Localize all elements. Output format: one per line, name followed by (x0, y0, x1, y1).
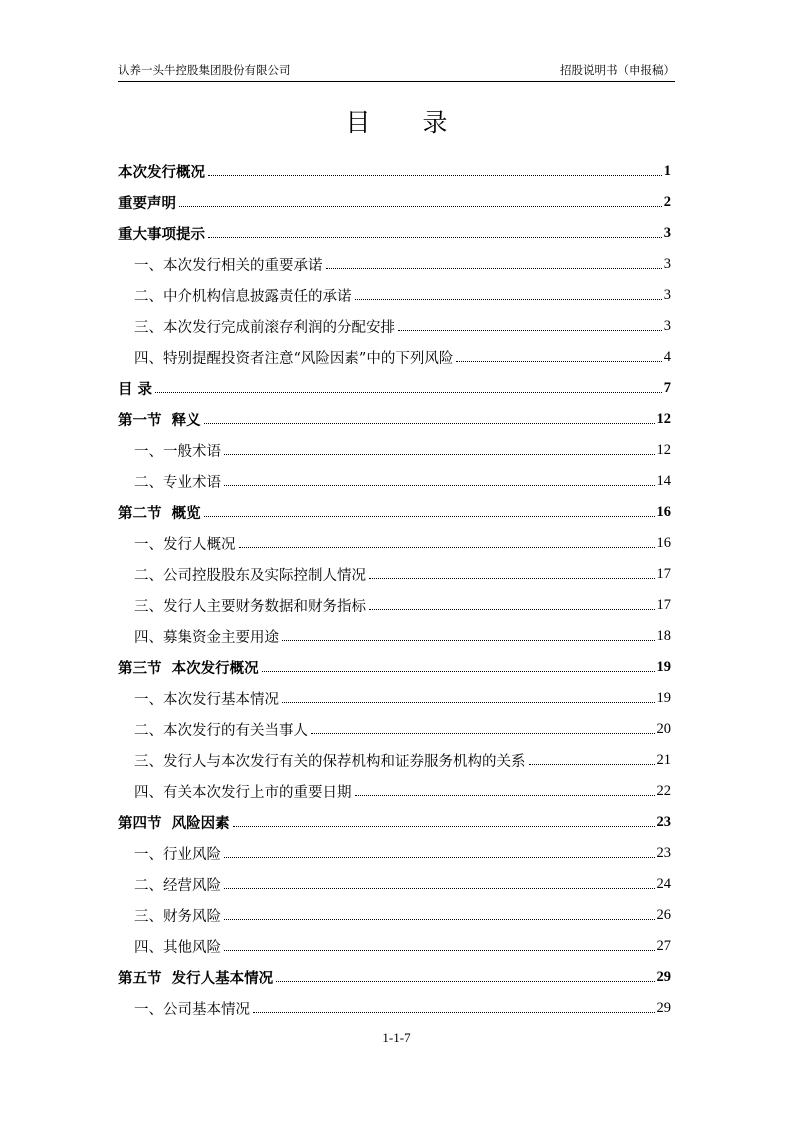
toc-entry-title: 一、一般术语 (134, 444, 221, 460)
toc-entry-page: 24 (656, 876, 671, 892)
toc-chapter-entry[interactable] (118, 652, 671, 683)
toc-dot-leader (208, 237, 662, 238)
toc-section-entry[interactable] (118, 311, 671, 342)
toc-dot-leader (326, 268, 662, 269)
toc-entry-page: 18 (656, 628, 671, 644)
toc-section-entry[interactable] (118, 528, 671, 559)
toc-dot-leader (233, 826, 655, 827)
toc-entry-title: 四、特别提醒投资者注意“风险因素”中的下列风险 (134, 351, 454, 367)
toc-entry-title: 第三节 本次发行概况 (118, 660, 259, 677)
toc-entry-page: 1 (663, 163, 671, 179)
toc-entry-page: 29 (656, 1000, 671, 1016)
toc-entry-page: 27 (656, 938, 671, 954)
toc-entry-page: 17 (656, 566, 671, 582)
header-document-type: 招股说明书（申报稿） (560, 63, 675, 77)
toc-chapter-entry[interactable] (118, 373, 671, 404)
toc-section-entry[interactable] (118, 776, 671, 807)
page-header (118, 62, 675, 82)
toc-dot-leader (239, 547, 655, 548)
toc-dot-leader (262, 671, 655, 672)
toc-section-entry[interactable] (118, 342, 671, 373)
toc-entry-title: 第四节 风险因素 (118, 815, 230, 832)
toc-entry-title: 一、本次发行基本情况 (134, 692, 279, 708)
toc-entry-page: 4 (663, 349, 671, 365)
toc-entry-title: 三、本次发行完成前滚存利润的分配安排 (134, 320, 395, 336)
toc-section-entry[interactable] (118, 621, 671, 652)
toc-section-entry[interactable] (118, 869, 671, 900)
toc-entry-page: 12 (656, 442, 671, 458)
toc-entry-page: 16 (656, 535, 671, 551)
toc-entry-title: 四、其他风险 (134, 940, 221, 956)
toc-entry-page: 3 (663, 287, 671, 303)
toc-section-entry[interactable] (118, 745, 671, 776)
table-of-contents (118, 156, 671, 1024)
toc-entry-page: 22 (656, 783, 671, 799)
toc-dot-leader (456, 361, 661, 362)
toc-dot-leader (179, 206, 662, 207)
toc-section-entry[interactable] (118, 466, 671, 497)
toc-dot-leader (253, 1012, 655, 1013)
toc-dot-leader (369, 578, 655, 579)
toc-entry-title: 二、经营风险 (134, 878, 221, 894)
toc-entry-page: 14 (656, 473, 671, 489)
toc-entry-title: 四、有关本次发行上市的重要日期 (134, 785, 352, 801)
toc-dot-leader (224, 857, 655, 858)
toc-dot-leader (208, 175, 662, 176)
toc-entry-page: 7 (663, 380, 671, 396)
toc-entry-title: 重大事项提示 (118, 226, 205, 243)
toc-entry-title: 一、发行人概况 (134, 537, 236, 553)
toc-entry-page: 12 (656, 411, 671, 427)
page-title: 目 录 (345, 108, 470, 137)
page-number: 1-1-7 (382, 1030, 411, 1045)
toc-dot-leader (224, 485, 655, 486)
toc-entry-page: 19 (656, 659, 671, 675)
toc-entry-title: 本次发行概况 (118, 164, 205, 181)
toc-entry-title: 二、公司控股股东及实际控制人情况 (134, 568, 366, 584)
toc-entry-page: 20 (656, 721, 671, 737)
toc-section-entry[interactable] (118, 280, 671, 311)
toc-chapter-entry[interactable] (118, 497, 671, 528)
toc-entry-title: 四、募集资金主要用途 (134, 630, 279, 646)
toc-section-entry[interactable] (118, 559, 671, 590)
toc-entry-page: 3 (663, 318, 671, 334)
toc-dot-leader (224, 950, 655, 951)
toc-entry-page: 19 (656, 690, 671, 706)
toc-section-entry[interactable] (118, 931, 671, 962)
toc-dot-leader (355, 299, 662, 300)
toc-entry-title: 第二节 概览 (118, 505, 201, 522)
toc-entry-title: 第五节 发行人基本情况 (118, 970, 274, 987)
toc-section-entry[interactable] (118, 249, 671, 280)
toc-chapter-entry[interactable] (118, 156, 671, 187)
toc-dot-leader (204, 423, 655, 424)
toc-entry-title: 第一节 释义 (118, 412, 201, 429)
toc-dot-leader (155, 392, 662, 393)
toc-section-entry[interactable] (118, 683, 671, 714)
toc-dot-leader (282, 702, 655, 703)
toc-entry-title: 一、行业风险 (134, 847, 221, 863)
toc-chapter-entry[interactable] (118, 807, 671, 838)
toc-entry-page: 3 (663, 256, 671, 272)
toc-dot-leader (204, 516, 655, 517)
toc-entry-title: 二、本次发行的有关当事人 (134, 723, 308, 739)
header-company-name: 认养一头牛控股集团股份有限公司 (118, 63, 291, 77)
toc-entry-page: 23 (656, 845, 671, 861)
toc-entry-title: 三、发行人与本次发行有关的保荐机构和证券服务机构的关系 (134, 754, 526, 770)
toc-entry-page: 3 (663, 225, 671, 241)
toc-section-entry[interactable] (118, 838, 671, 869)
toc-entry-title: 一、公司基本情况 (134, 1002, 250, 1018)
toc-section-entry[interactable] (118, 900, 671, 931)
toc-entry-page: 17 (656, 597, 671, 613)
toc-section-entry[interactable] (118, 435, 671, 466)
toc-entry-title: 三、发行人主要财务数据和财务指标 (134, 599, 366, 615)
toc-chapter-entry[interactable] (118, 187, 671, 218)
toc-dot-leader (369, 609, 655, 610)
toc-entry-title: 三、财务风险 (134, 909, 221, 925)
toc-dot-leader (224, 454, 655, 455)
toc-dot-leader (355, 795, 655, 796)
toc-entry-page: 29 (656, 969, 671, 985)
toc-entry-title: 一、本次发行相关的重要承诺 (134, 258, 323, 274)
toc-dot-leader (529, 764, 655, 765)
toc-chapter-entry[interactable] (118, 404, 671, 435)
toc-entry-title: 目 录 (118, 381, 153, 398)
toc-chapter-entry[interactable] (118, 962, 671, 993)
toc-dot-leader (224, 888, 655, 889)
toc-entry-page: 23 (656, 814, 671, 830)
toc-section-entry[interactable] (118, 993, 671, 1024)
toc-entry-page: 21 (656, 752, 671, 768)
toc-entry-page: 16 (656, 504, 671, 520)
toc-entry-page: 26 (656, 907, 671, 923)
toc-dot-leader (276, 981, 654, 982)
toc-entry-title: 重要声明 (118, 195, 176, 212)
toc-entry-title: 二、中介机构信息披露责任的承诺 (134, 289, 352, 305)
toc-section-entry[interactable] (118, 714, 671, 745)
toc-dot-leader (282, 640, 655, 641)
toc-section-entry[interactable] (118, 590, 671, 621)
toc-dot-leader (398, 330, 662, 331)
toc-dot-leader (311, 733, 655, 734)
toc-entry-page: 2 (663, 194, 671, 210)
toc-entry-title: 二、专业术语 (134, 475, 221, 491)
toc-dot-leader (224, 919, 655, 920)
toc-chapter-entry[interactable] (118, 218, 671, 249)
